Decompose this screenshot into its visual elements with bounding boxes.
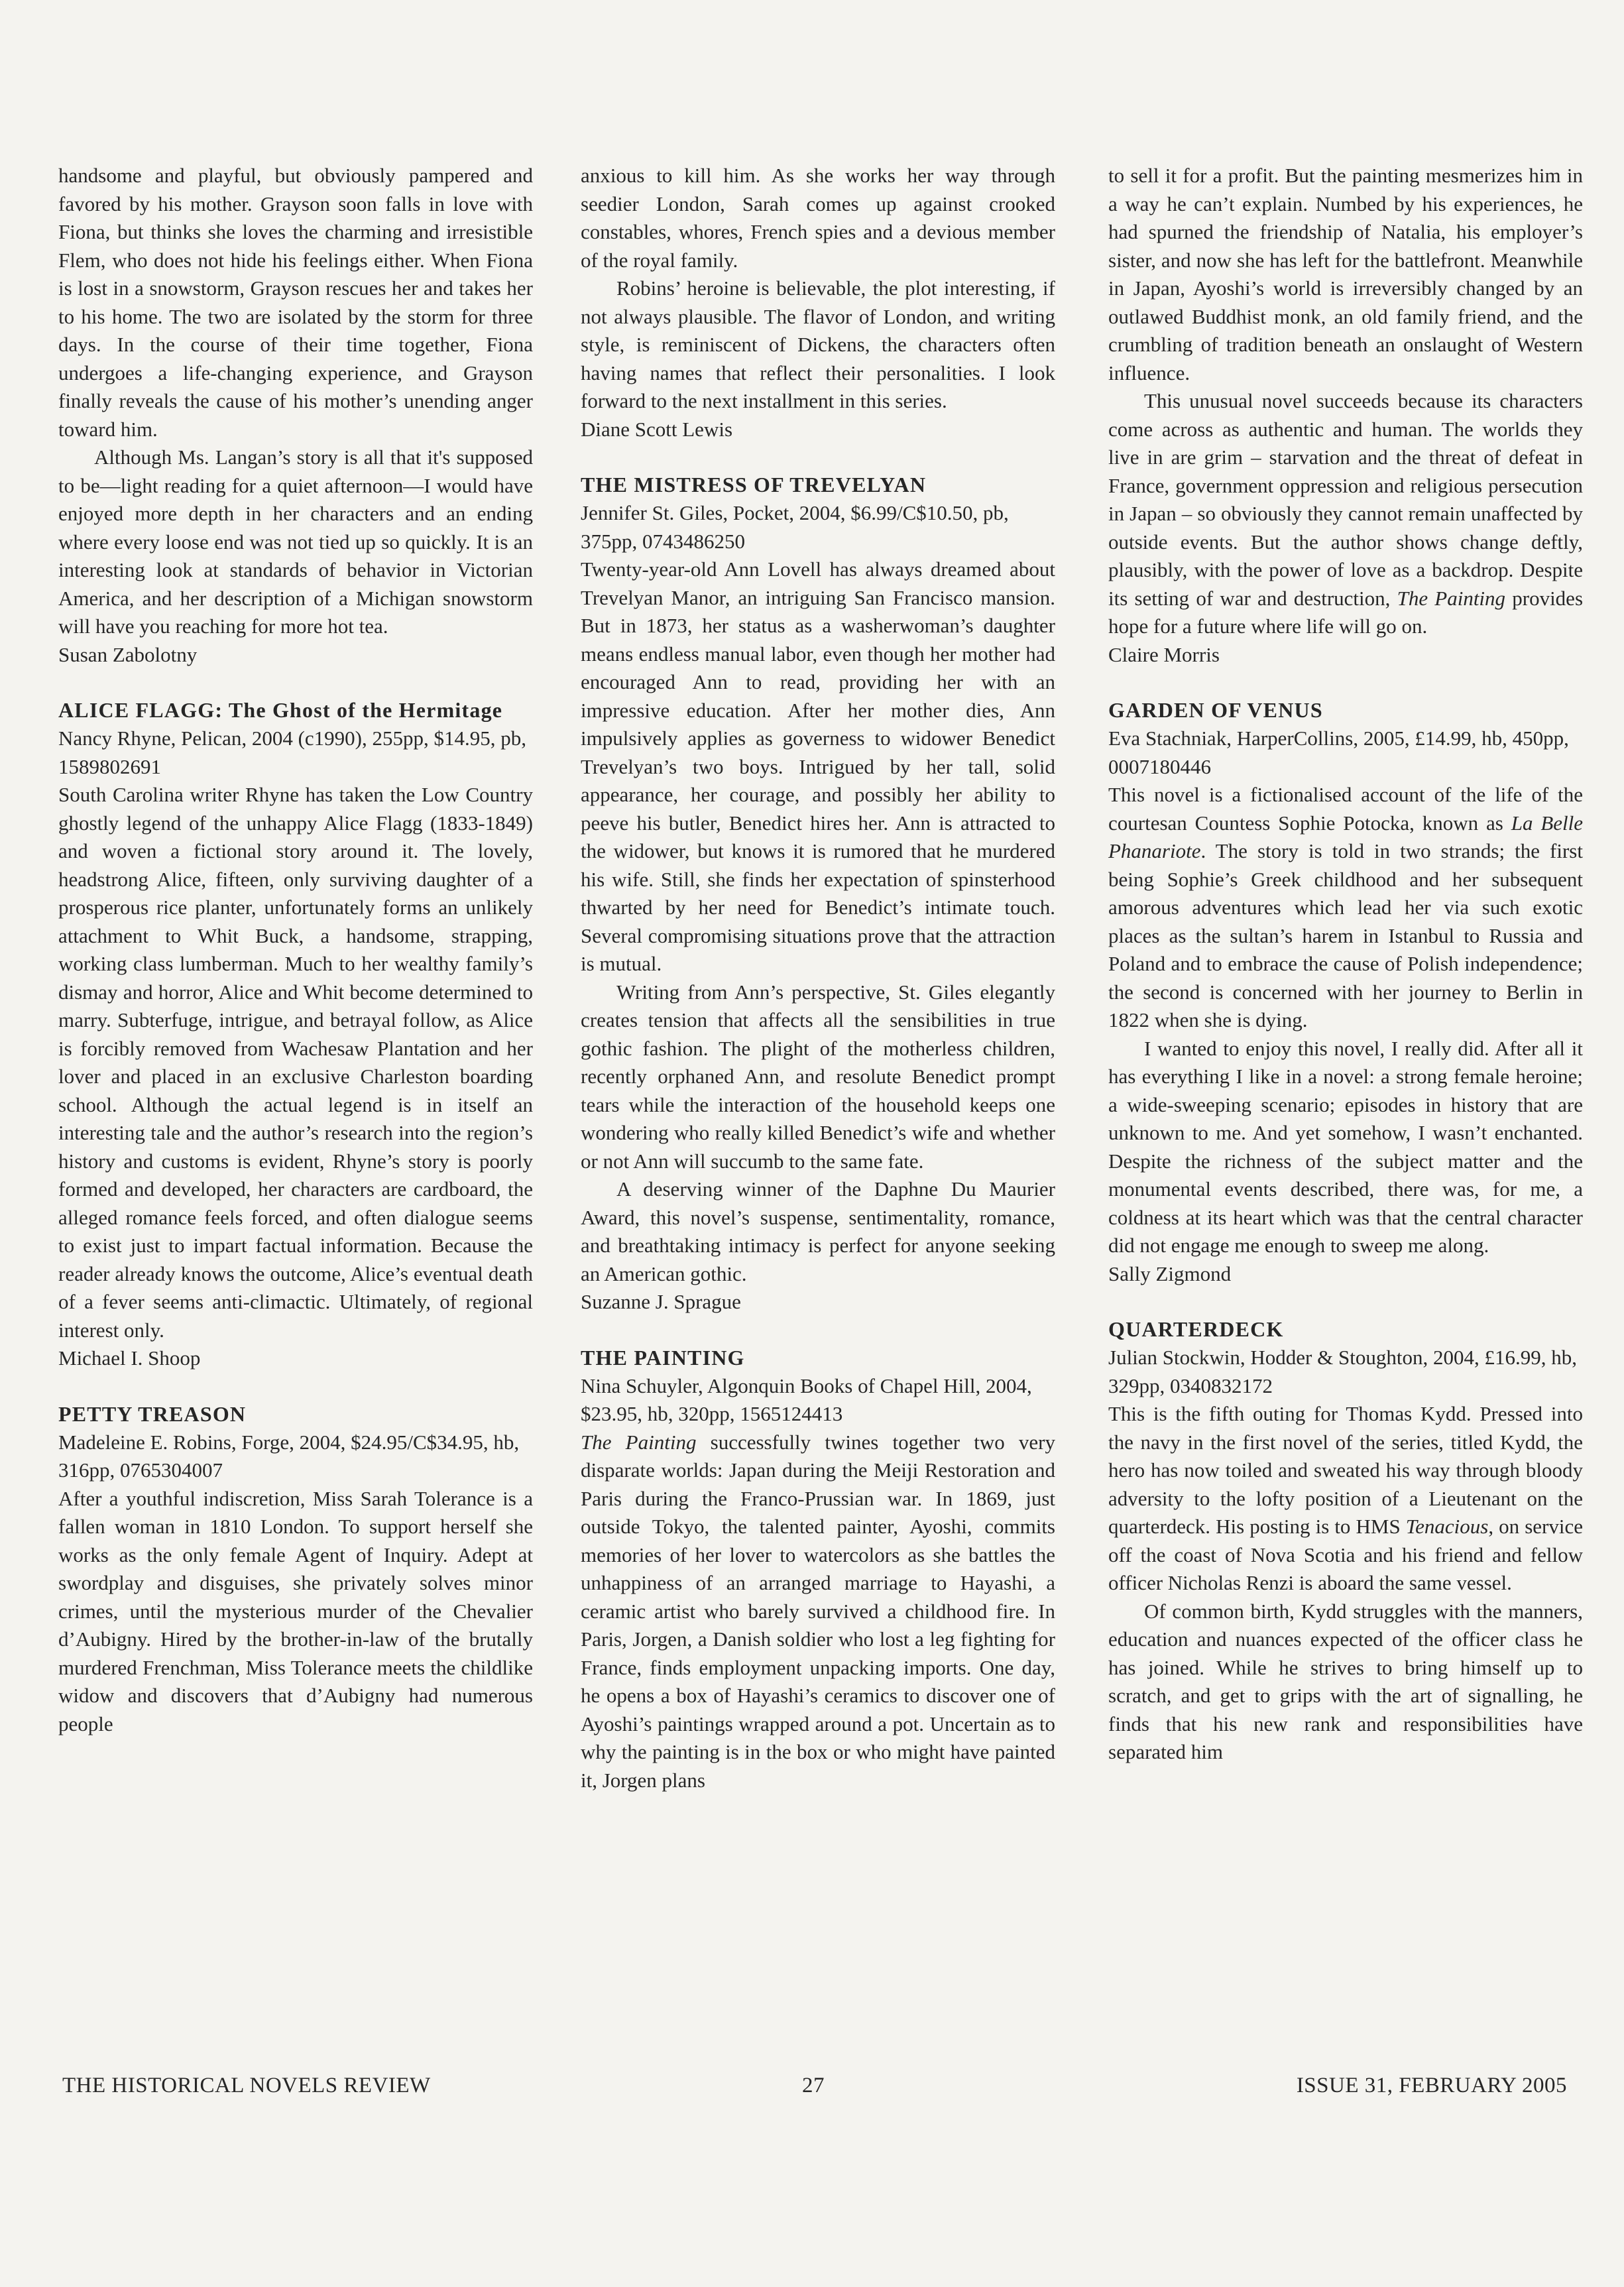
review-body-text: successfully twines together two very disparate worlds: Japan during the Meiji Restoration and Paris during the Franco-Prussian war. In 1869, just outside Tokyo, the talented painter, Ayoshi, commits memories of her lover to watercolors as she battles the unhappiness of an arranged marriage to Hayashi, a ceramic artist who barely survived a childhood fire. In Paris, Jorgen, a Danish soldier who lost a leg fighting for France, finds employment unpacking imports. One day, he opens a box of Hayashi’s ceramics to discover one of Ayoshi’s paintings wrapped around a pot. Uncertain as to why the painting is in the box or who might have painted it, Jorgen plans bbox=[581, 1430, 1055, 1792]
reviewer-name: Claire Morris bbox=[1108, 642, 1220, 666]
review-title: THE MISTRESS OF TREVELYAN bbox=[581, 473, 927, 497]
review-paragraph: I wanted to enjoy this novel, I really did. After all it has everything I like in a novel: a strong female heroine; a wide-sweeping scenario; episodes in history that are unknown to me. And yet somehow, I wasn’t enchanted. Despite the richness of the subject matter and the monumental events described, there was, for me, a coldness at its heart which was that the central character did not engage me enough to sweep me along. bbox=[1108, 1036, 1583, 1257]
review-title: GARDEN OF VENUS bbox=[1108, 698, 1323, 722]
review-opinion: Although Ms. Langan’s story is all that it's supposed to be—light reading for a quiet afternoon—I would have enjoyed more depth in her characters and an ending where every loose end was not tied up so quickly. It is an interesting look at standards of behavior in Victorian America, and her description of a Michigan snowstorm will have you reaching for more hot tea. bbox=[58, 445, 533, 638]
book-title-italic: The Painting bbox=[1397, 586, 1506, 610]
book-details: Nina Schuyler, Algonquin Books of Chapel Hill, 2004, $23.95, hb, 320pp, 1565124413 bbox=[581, 1374, 1032, 1425]
opinion-text: provides hope for a future where life will go on. bbox=[1108, 586, 1584, 638]
review-opinion: Robins’ heroine is believable, the plot interesting, if not always plausible. The flavor of London, and writing style, is reminiscent of Dickens, the characters often having names that reflect their personalities. I look forward to the next installment in this series. bbox=[581, 276, 1055, 412]
column-middle bbox=[581, 162, 1055, 1794]
book-details: Nancy Rhyne, Pelican, 2004 (c1990), 255pp, $14.95, pb, 1589802691 bbox=[58, 727, 526, 778]
review-body: South Carolina writer Rhyne has taken the Low Country ghostly legend of the unhappy Alice Flagg (1833-1849) and woven a fictional story around it. The lovely, headstrong Alice, fifteen, only surviving daughter of a prosperous rice planter, unfortunately forms an unlikely attachment to Whit Buck, a handsome, strapping, working class lumberman. Much to her wealthy family’s dismay and horror, Alice and Whit become determined to marry. Subterfuge, intrigue, and betrayal follow, as Alice is forcibly removed from Wachesaw Plantation and her lover and placed in an exclusive Charleston boarding school. Although the actual legend is in itself an interesting tale and the author’s research into the region’s history and customs is evident, Rhyne’s story is poorly formed and developed, her characters are cardboard, the alleged romance feels forced, and often dialogue seems to exist just to impart factual information. Because the reader already knows the outcome, Alice’s eventual death of a fever seems anti-climactic. Ultimately, of regional interest only. bbox=[58, 783, 533, 1342]
title-italic: La Belle Phanariote bbox=[1108, 811, 1584, 862]
review-title: THE PAINTING bbox=[581, 1345, 745, 1370]
review-opinion bbox=[1108, 387, 1583, 641]
page-number: 27 bbox=[802, 2074, 825, 2097]
review-title: PETTY TREASON bbox=[58, 1401, 247, 1426]
issue-label: ISSUE 31, FEBRUARY 2005 bbox=[1296, 2074, 1567, 2097]
reviewer-name: Susan Zabolotny bbox=[58, 642, 198, 666]
review-paragraph: Writing from Ann’s perspective, St. Giles elegantly creates tension that affects all the sensibilities in true gothic fashion. The plight of the motherless children, recently orphaned Ann, and resolute Benedict prompt tears while the interaction of the household keeps one wondering who really killed Benedict’s wife and whether or not Ann will succumb to the same fate. bbox=[581, 980, 1055, 1173]
reviewer-name: Diane Scott Lewis bbox=[581, 417, 733, 441]
review-body-text: This novel is a fictionalised account of the life of the courtesan Countess Sophie Potocka, known as bbox=[1108, 783, 1583, 835]
ship-name-italic: Tenacious bbox=[1405, 1515, 1489, 1538]
column-left bbox=[58, 162, 533, 1738]
review-body bbox=[1108, 781, 1583, 1035]
review-paragraph: A deserving winner of the Daphne Du Maurier Award, this novel’s suspense, sentimentality, romance, and breathtaking intimacy is perfect for anyone seeking an American gothic. bbox=[581, 1177, 1055, 1285]
column-right bbox=[1108, 162, 1583, 1767]
review-title: ALICE FLAGG: The Ghost of the Hermitage bbox=[58, 698, 503, 722]
book-details: Eva Stachniak, HarperCollins, 2005, £14.99, hb, 450pp, 0007180446 bbox=[1108, 727, 1569, 778]
page-footer bbox=[62, 2074, 1567, 2103]
review-body: Twenty-year-old Ann Lovell has always dreamed about Trevelyan Manor, an intriguing San Francisco mansion. But in 1873, her status as a washerwoman’s daughter means endless manual labor, even though her mother had encouraged Ann to read, providing her with an impressive education. After her mother dies, Ann impulsively applies as governess to widower Benedict Trevelyan’s two boys. Intrigued by her tall, solid appearance, her courage, and possibly her ability to peeve his butler, Benedict hires her. Ann is attracted to the widower, but knows it is rumored that he murdered his wife. Still, she finds her expectation of spinsterhood thwarted by her need for Benedict’s intimate touch. Several compromising situations prove that the attraction is mutual. bbox=[581, 557, 1055, 975]
opinion-text: This unusual novel succeeds because its characters come across as authentic and human. The worlds they live in are grim – starvation and the threat of defeat in France, government oppression and religious persecution in Japan – so obviously they cannot remain unaffected by outside events. But the author shows change deftly, plausibly, with the power of love as a backdrop. Despite its setting of war and destruction, bbox=[1108, 389, 1583, 610]
review-body-text: This is the fifth outing for Thomas Kydd. Pressed into the navy in the first novel of the series, titled Kydd, the hero has now toiled and sweated his way through bloody adversity to the lofty position of a Lieutenant on the quarterdeck. His posting is to HMS bbox=[1108, 1402, 1583, 1538]
review-continuation: to sell it for a profit. But the painting mesmerizes him in a way he can’t explain. Numbed by his experiences, he had spurned the friendship of Natalia, his employer’s sister, and now she has left for the battlefront. Meanwhile in Japan, Ayoshi’s world is irreversibly changed by an outlawed Buddhist monk, an old family friend, and the crumbling of tradition beneath an onslaught of Western influence. bbox=[1108, 164, 1583, 384]
book-details: Madeleine E. Robins, Forge, 2004, $24.95/C$34.95, hb, 316pp, 0765304007 bbox=[58, 1430, 520, 1482]
book-details: Julian Stockwin, Hodder & Stoughton, 2004, £16.99, hb, 329pp, 0340832172 bbox=[1108, 1346, 1577, 1397]
review-paragraph: Of common birth, Kydd struggles with the manners, education and nuances expected of the officer class he has joined. While he strives to bring himself up to scratch, and get to grips with the art of signalling, he finds that his new rank and responsibilities have separated him bbox=[1108, 1599, 1583, 1763]
review-body-text: . The story is told in two strands; the first being Sophie’s Greek childhood and her subsequent amorous adventures which lead her via such exotic places as the sultan’s harem in Istanbul to Russia and Poland and to embrace the cause of Polish independence; the second is concerned with her journey to Berlin in 1822 when she is dying. bbox=[1108, 839, 1583, 1031]
reviewer-name: Suzanne J. Sprague bbox=[581, 1290, 741, 1313]
reviewer-name: Michael I. Shoop bbox=[58, 1346, 201, 1370]
publication-name: THE HISTORICAL NOVELS REVIEW bbox=[62, 2074, 431, 2097]
book-details: Jennifer St. Giles, Pocket, 2004, $6.99/C$10.50, pb, 375pp, 0743486250 bbox=[581, 501, 1009, 553]
review-body: After a youthful indiscretion, Miss Sarah Tolerance is a fallen woman in 1810 London. To support herself she works as the only female Agent of Inquiry. Adept at swordplay and disguises, she privately solves minor crimes, until the mysterious murder of the Chevalier d’Aubigny. Hired by the brother-in-law of the brutally murdered Frenchman, Miss Tolerance meets the childlike widow and discovers that d’Aubigny had numerous people bbox=[58, 1486, 533, 1735]
review-title: QUARTERDECK bbox=[1108, 1317, 1284, 1341]
book-title-italic: The Painting bbox=[581, 1430, 697, 1454]
reviewer-name: Sally Zigmond bbox=[1108, 1261, 1232, 1285]
review-body bbox=[581, 1429, 1055, 1795]
review-body bbox=[1108, 1400, 1583, 1598]
review-continuation: anxious to kill him. As she works her way through seedier London, Sarah comes up against crooked constables, whores, French spies and a devious member of the royal family. bbox=[581, 164, 1055, 272]
review-body-text: , on service off the coast of Nova Scotia and his friend and fellow officer Nicholas Renzi is aboard the same vessel. bbox=[1108, 1515, 1583, 1594]
review-continuation: handsome and playful, but obviously pampered and favored by his mother. Grayson soon falls in love with Fiona, but thinks she loves the charming and irresistible Flem, who does not hide his feelings either. When Fiona is lost in a snowstorm, Grayson rescues her and takes her to his home. The two are isolated by the storm for three days. In the course of their time together, Fiona undergoes a life-changing experience, and Grayson finally reveals the cause of his mother’s unending anger toward him. bbox=[58, 164, 533, 441]
